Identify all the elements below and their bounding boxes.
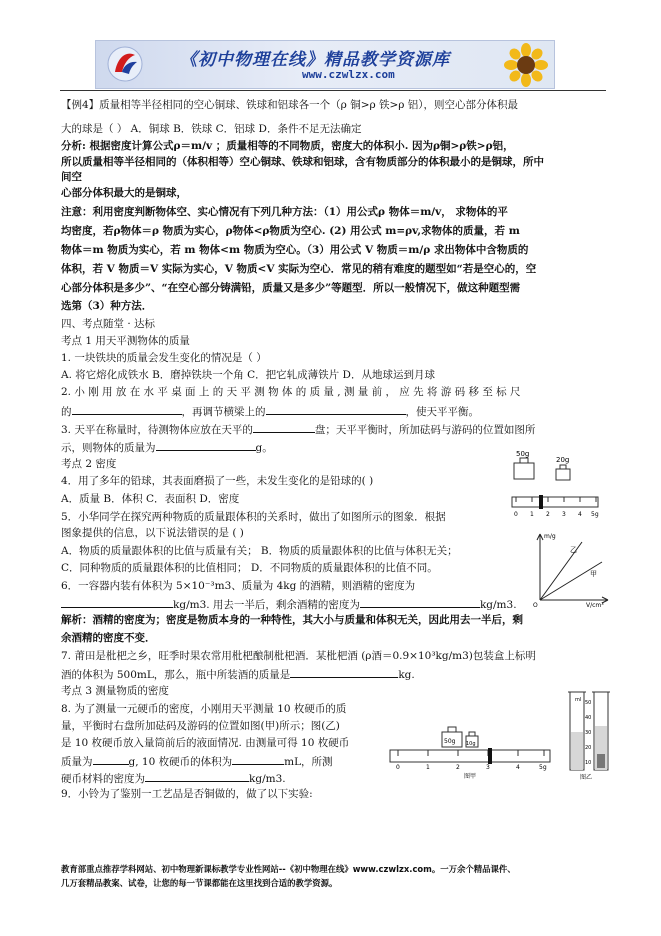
coin-mass-figure: [384, 720, 556, 780]
note-line-4: 体积，若 V 物质＝V 实际为实心，V 物质<V 实际为空心．常见的稍有难度的题型如“若是空心的，空: [61, 263, 537, 275]
question-4: 4．用了多年的铅球，其表面磨损了一些，未发生变化的是铅球的( ): [61, 475, 374, 487]
section-heading: 四、考点随堂 · 达标: [61, 318, 156, 330]
svg-text:30: 30: [585, 730, 592, 736]
topic-3-heading: 考点 3 测量物质的密度: [61, 685, 169, 697]
svg-text:40: 40: [585, 715, 592, 721]
rider-scale: [512, 495, 599, 518]
question-1-options: A. 将它熔化成铁水 B．磨掉铁块一个角 C．把它轧成薄铁片 D．从地球运到月球: [61, 369, 435, 381]
question-8-line-3: 是 10 枚硬币放入量筒前后的液面情况. 由测量可得 10 枚硬币: [61, 737, 350, 749]
question-7-line-2: 酒的体积为 500mL，那么，瓶中所装酒的质量是 kg.: [61, 666, 415, 682]
question-5-options-cd: C．同种物质的质量跟体积的比值相同； D．不同物质的质量跟体积的比值不同。: [61, 562, 438, 574]
svg-text:4: 4: [516, 764, 520, 771]
svg-text:0: 0: [396, 764, 400, 771]
svg-text:4: 4: [578, 511, 582, 518]
question-4-options: A．质量 B．体积 C．表面积 D．密度: [61, 493, 240, 505]
svg-text:图乙: 图乙: [580, 774, 593, 781]
footer-line-1: 教育部重点推荐学科网站、初中物理新课标教学专业性网站--《初中物理在线》www.czwlzx.com。一万余个精品课件、: [61, 864, 516, 874]
answer-blank[interactable]: [290, 666, 398, 678]
mass-volume-graph: [530, 530, 612, 608]
note-line-2: 均密度，若ρ物体＝ρ 物质为实心，ρ物体<ρ物质为空心. (2) 用公式 m=ρv,求物体的质量，若 m: [61, 225, 520, 237]
svg-text:图甲: 图甲: [464, 773, 477, 780]
analysis-line-4: 心部分体积最大的是铜球，: [61, 187, 187, 199]
question-3-line-2: 示，则物体的质量为 g。: [61, 439, 273, 455]
svg-text:50: 50: [585, 700, 592, 706]
weight-10g-icon: [466, 732, 478, 747]
line-jia: [540, 562, 602, 600]
answer-blank[interactable]: [360, 596, 480, 608]
analysis-line-1: 分析: 根据密度计算公式ρ＝m/v ；质量相等的不同物质，密度大的体积小. 因为ρ铜>ρ铁>ρ铝，: [61, 140, 514, 152]
banner-url: www.czwlzx.com: [302, 68, 395, 81]
example-4-options: 大的球是（ ） A．铜球 B．铁球 C．铝球 D．条件不足无法确定: [61, 123, 362, 135]
answer-blank[interactable]: [232, 753, 284, 765]
svg-text:5g: 5g: [539, 764, 547, 771]
note-line-1: 注意：利用密度判断物体空、实心情况有下列几种方法：（1）用公式ρ 物体＝m/v， 求物体的平: [61, 206, 508, 218]
svg-text:乙: 乙: [570, 546, 577, 554]
question-9: 9．小铃为了鉴别一工艺品是否铜做的，做了以下实验:: [61, 788, 313, 800]
question-8-line-1: 8. 为了测量一元硬币的密度，小刚用天平测量 10 枚硬币的质: [61, 703, 347, 715]
question-5-line-2: 图象提供的信息，以下说法错误的是 ( ): [61, 527, 244, 539]
question-8-line-5: 硬币材料的密度为 kg/m3.: [61, 770, 286, 786]
note-line-6: 选第（3）种方法．: [61, 300, 153, 312]
solution-line-1: 解析：酒精的密度为；密度是物质本身的一种特性，其大小与质量和体积无关，因此用去一半后，剩: [61, 614, 523, 626]
svg-text:3: 3: [486, 764, 490, 771]
measuring-cylinders-figure: [566, 688, 616, 782]
question-8-line-2: 量，平衡时右盘所加砝码及游码的位置如图(甲)所示；图(乙): [61, 720, 340, 732]
weight-label: 50g: [516, 450, 530, 458]
question-7-line-1: 7. 莆田是枇杷之乡，旺季时果农常用枇杷酿制枇杷酒．某枇杷酒 (ρ酒＝0.9×10³kg/m3)包装盒上标明: [61, 650, 536, 662]
question-6-line-1: 6．一容器内装有体积为 5×10⁻³m3、质量为 4kg 的酒精，则酒精的密度为: [61, 580, 416, 592]
svg-text:甲: 甲: [590, 570, 597, 578]
svg-text:20: 20: [585, 745, 592, 751]
question-3-line-1: 3. 天平在称量时，待测物体应放在天平的 盘；天平平衡时，所加砝码与游码的位置如图所: [61, 421, 535, 437]
answer-blank[interactable]: [253, 421, 315, 433]
analysis-line-3: 间空: [61, 171, 82, 183]
question-1: 1. 一块铁块的质量会发生变化的情况是（ ）: [61, 352, 267, 364]
svg-text:50g: 50g: [444, 738, 456, 745]
footer-line-2: 几万套精品教案、试卷，让您的每一节课都能在这里找到合适的教学资源。: [61, 878, 338, 888]
answer-blank[interactable]: [61, 596, 173, 608]
question-8-line-4: 质量为 g, 10 枚硬币的体积为 mL，所测: [61, 753, 333, 769]
svg-text:10g: 10g: [466, 741, 476, 747]
example-4-question: 【例4】质量相等半径相同的空心铜球、铁球和铝球各一个（ρ 铜>ρ 铁>ρ 铝），则空心部分体积最: [61, 99, 519, 111]
answer-blank[interactable]: [156, 439, 256, 451]
svg-text:m/g: m/g: [544, 533, 556, 540]
answer-blank[interactable]: [266, 403, 406, 415]
question-6-line-2: kg/m3. 用去一半后，剩余酒精的密度为 kg/m3.: [61, 596, 517, 612]
rider-icon: [488, 748, 492, 764]
cylinder-before-icon: [568, 692, 586, 770]
answer-blank[interactable]: [93, 753, 129, 765]
svg-text:5g: 5g: [591, 511, 599, 518]
analysis-line-2: 所以质量相等半径相同的（体积相等）空心铜球、铁球和铝球，含有物质部分的体积最小的是铜球，所中: [61, 156, 544, 168]
svg-text:2: 2: [546, 511, 550, 518]
svg-text:1: 1: [530, 511, 534, 518]
weight-20g-icon: [556, 456, 570, 480]
banner-title: 《初中物理在线》精品教学资源库: [180, 50, 450, 70]
svg-text:3: 3: [562, 511, 566, 518]
svg-text:O: O: [533, 602, 538, 608]
site-logo-icon: [106, 45, 144, 83]
sunflower-icon: [502, 43, 550, 87]
balance-weights-figure: [506, 447, 606, 519]
answer-blank[interactable]: [72, 403, 182, 415]
svg-text:1: 1: [426, 764, 430, 771]
rider-scale: [390, 750, 550, 762]
svg-text:V/cm³: V/cm³: [586, 602, 604, 608]
svg-text:0: 0: [514, 511, 518, 518]
topic-1-heading: 考点 1 用天平测物体的质量: [61, 335, 190, 347]
topic-2-heading: 考点 2 密度: [61, 458, 117, 470]
svg-text:10: 10: [585, 760, 592, 766]
svg-text:2: 2: [456, 764, 460, 771]
weight-50g-icon: [442, 727, 462, 747]
header-banner: [95, 40, 555, 89]
weight-label: 20g: [556, 456, 570, 464]
solution-line-2: 余酒精的密度不变．: [61, 632, 156, 644]
question-2-line-1: 2. 小 刚 用 放 在 水 平 桌 面 上 的 天 平 测 物 体 的 质 量 , 测 量 前 ， 应 先 将 游 码 移 至 标 尺: [61, 386, 521, 398]
answer-blank[interactable]: [145, 770, 249, 782]
question-2-line-2: 的 ，再调节横梁上的 ，使天平平衡。: [61, 403, 479, 419]
rider-icon: [539, 495, 543, 509]
header-rule: [60, 90, 606, 91]
question-5-line-1: 5．小华同学在探究两种物质的质量跟体积的关系时，做出了如图所示的图象．根据: [61, 511, 446, 523]
note-line-5: 心部分体积是多少”、“在空心部分铸满铅，质量又是多少”等题型．所以一般情况下，做这种题型需: [61, 282, 521, 294]
question-5-options-ab: A．物质的质量跟体积的比值与质量有关； B．物质的质量跟体积的比值与体积无关；: [61, 545, 458, 557]
note-line-3: 物体＝m 物质为实心，若 m 物体<m 物质为空心。（3）用公式 V 物质＝m/ρ 求出物体中含物质的: [61, 244, 529, 256]
cylinder-after-icon: [592, 692, 610, 770]
svg-text:ml: ml: [575, 697, 582, 703]
weight-50g-icon: [514, 450, 534, 479]
